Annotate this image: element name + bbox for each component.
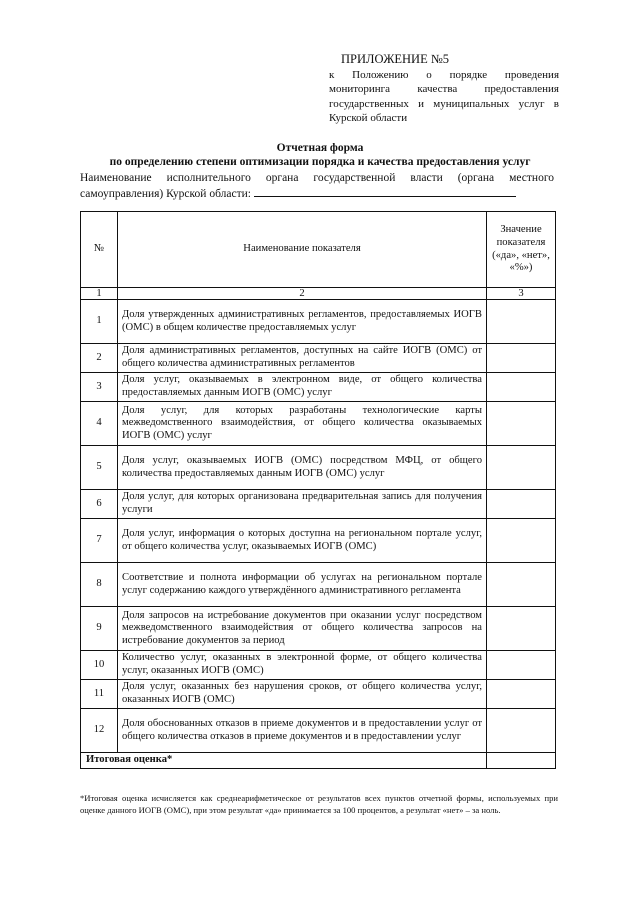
header-num: № (81, 212, 118, 288)
header-name: Наименование показателя (118, 212, 487, 288)
indicator-name: Доля услуг, для которых организована предварительная запись для получения услуги (118, 490, 487, 519)
row-number: 9 (81, 607, 118, 651)
table-row (81, 519, 556, 563)
total-label: Итоговая оценка* (81, 753, 487, 769)
column-number: 3 (487, 288, 556, 300)
indicator-value-cell[interactable] (487, 607, 556, 651)
indicator-name: Доля услуг, оказанных без нарушения сроков, от общего количества услуг, оказанных ИОГВ (ОМС) (118, 680, 487, 709)
indicator-value-cell[interactable] (487, 300, 556, 344)
indicator-value-cell[interactable] (487, 373, 556, 402)
row-number: 7 (81, 519, 118, 563)
table-row (81, 373, 556, 402)
indicator-name: Доля обоснованных отказов в приеме документов и в предоставлении услуг от общего количества отказов в приеме документов и в предоставлении услуг (118, 709, 487, 753)
indicator-name: Доля запросов на истребование документов при оказании услуг посредством межведомственного взаимодействия от общего количества запросов на истребование документов за период (118, 607, 487, 651)
table-row (81, 680, 556, 709)
footnote: *Итоговая оценка исчисляется как среднеарифметическое от результатов всех пунктов отчетной формы, используемых при оценке данного ИОГВ (ОМС), при этом результат «да» принимается за 100 процентов, а результат «нет» – за ноль. (80, 793, 558, 815)
row-number: 5 (81, 446, 118, 490)
table-row (81, 344, 556, 373)
indicator-name: Соответствие и полнота информации об услугах на региональном портале услуг содержанию каждого утверждённого административного регламента (118, 563, 487, 607)
indicator-value-cell[interactable] (487, 402, 556, 446)
form-title-block (60, 141, 580, 169)
indicator-value-cell[interactable] (487, 519, 556, 563)
indicator-name: Доля административных регламентов, доступных на сайте ИОГВ (ОМС) от общего количества административных регламентов (118, 344, 487, 373)
row-number: 3 (81, 373, 118, 402)
column-number: 2 (118, 288, 487, 300)
row-number: 8 (81, 563, 118, 607)
row-number: 10 (81, 651, 118, 680)
indicator-name: Доля услуг, оказываемых в электронном виде, от общего количества предоставляемых данным ИОГВ (ОМС) услуг (118, 373, 487, 402)
total-row (81, 753, 556, 769)
row-number: 2 (81, 344, 118, 373)
total-value-cell[interactable] (487, 753, 556, 769)
table-row (81, 709, 556, 753)
table-row (81, 607, 556, 651)
appendix-title: ПРИЛОЖЕНИЕ №5 (341, 52, 450, 66)
form-title: Отчетная форма (276, 142, 364, 154)
table-row (81, 563, 556, 607)
org-label: Наименование исполнительного органа государственной власти (органа местного самоуправления) Курской области: (80, 172, 554, 200)
row-number: 12 (81, 709, 118, 753)
org-field (80, 171, 554, 202)
table-row (81, 446, 556, 490)
table-row (81, 651, 556, 680)
row-number: 1 (81, 300, 118, 344)
indicator-value-cell[interactable] (487, 344, 556, 373)
indicator-name: Доля услуг, информация о которых доступна на региональном портале услуг, от общего количества услуг, оказываемых ИОГВ (ОМС) (118, 519, 487, 563)
indicators-table (80, 211, 556, 769)
indicator-value-cell[interactable] (487, 709, 556, 753)
row-number: 11 (81, 680, 118, 709)
row-number: 4 (81, 402, 118, 446)
table-header-row (81, 212, 556, 288)
row-number: 6 (81, 490, 118, 519)
column-number: 1 (81, 288, 118, 300)
header-value: Значение показателя («да», «нет», «%») (487, 212, 556, 288)
indicator-name: Доля услуг, оказываемых ИОГВ (ОМС) посредством МФЦ, от общего количества предоставляемых данным ИОГВ (ОМС) услуг (118, 446, 487, 490)
indicator-name: Доля услуг, для которых разработаны технологические карты межведомственного взаимодействия, от общего количества оказываемых ИОГВ (ОМС) услуг (118, 402, 487, 446)
appendix-block (329, 52, 559, 126)
indicator-value-cell[interactable] (487, 563, 556, 607)
column-numbers-row (81, 288, 556, 300)
table-row (81, 402, 556, 446)
indicator-value-cell[interactable] (487, 651, 556, 680)
indicator-value-cell[interactable] (487, 490, 556, 519)
org-fill-line (254, 186, 516, 197)
indicator-value-cell[interactable] (487, 680, 556, 709)
form-subtitle: по определению степени оптимизации порядка и качества предоставления услуг (109, 156, 531, 168)
table-row (81, 300, 556, 344)
table-row (81, 490, 556, 519)
indicator-name: Количество услуг, оказанных в электронной форме, от общего количества услуг, оказанных ИОГВ (ОМС) (118, 651, 487, 680)
appendix-text: к Положению о порядке проведения мониторинга качества предоставления государственных и муниципальных услуг в Курской области (329, 68, 559, 124)
indicator-value-cell[interactable] (487, 446, 556, 490)
indicator-name: Доля утвержденных административных регламентов, предоставляемых ИОГВ (ОМС) в общем количестве предоставляемых услуг (118, 300, 487, 344)
